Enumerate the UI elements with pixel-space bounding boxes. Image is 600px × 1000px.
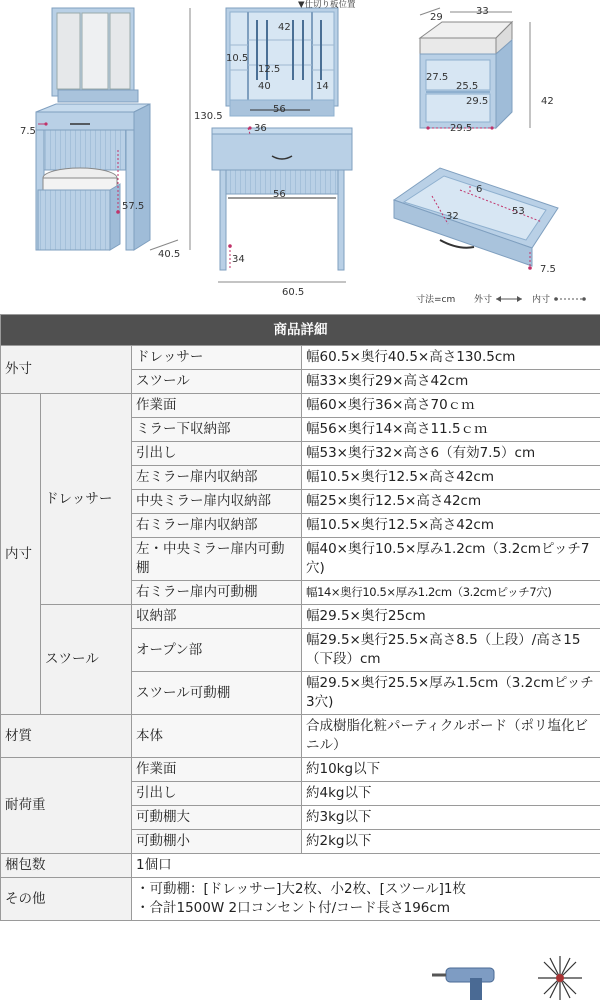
footer-icons (0, 948, 600, 1000)
inner-size-label: 内寸 (1, 394, 41, 715)
dresser-front-illustration (212, 8, 352, 282)
row-item: 左ミラー扉内収納部 (132, 466, 302, 490)
row-value: 幅33×奥行29×高さ42cm (302, 370, 600, 394)
dim-36: 36 (254, 123, 267, 134)
dim-33: 33 (476, 6, 489, 17)
row-item: スツール (132, 370, 302, 394)
dim-6: 6 (476, 184, 483, 195)
row-item: ミラー下収納部 (132, 418, 302, 442)
row-item: 中央ミラー扉内収納部 (132, 490, 302, 514)
dresser-perspective-illustration (36, 8, 190, 250)
row-value: 約3kg以下 (302, 806, 600, 830)
row-value: 約2kg以下 (302, 830, 600, 854)
row-item: 右ミラー扉内収納部 (132, 514, 302, 538)
row-item: 可動棚小 (132, 830, 302, 854)
row-value: 幅25×奥行12.5×高さ42cm (302, 490, 600, 514)
row-item: オープン部 (132, 629, 302, 672)
row-value: 合成樹脂化粧パーティクルボード（ポリ塩化ビニル） (302, 715, 600, 758)
row-value: 幅60×奥行36×高さ70ｃｍ (302, 394, 600, 418)
inner-stool-label: スツール (41, 605, 132, 715)
dim-32: 32 (446, 211, 459, 222)
dim-29: 29 (430, 12, 443, 23)
dim-57-5: 57.5 (122, 201, 145, 212)
dim-56b: 56 (273, 189, 286, 200)
dim-25-5: 25.5 (456, 81, 479, 92)
row-item: 左・中央ミラー扉内可動棚 (132, 538, 302, 581)
row-value: 幅29.5×奥行25.5×厚み1.5cm（3.2cmピッチ3穴) (302, 672, 600, 715)
other-value (132, 878, 600, 921)
dim-56a: 56 (273, 104, 286, 115)
drill-icon (432, 968, 494, 1000)
dim-29-5b: 29.5 (450, 123, 473, 134)
outer-size-label: 外寸 (1, 346, 132, 394)
dim-42-stool: 42 (541, 96, 554, 107)
row-value: 幅29.5×奥行25.5×高さ8.5（上段）/高さ15（下段）cm (302, 629, 600, 672)
row-item: 引出し (132, 442, 302, 466)
material-label: 材質 (1, 715, 132, 758)
dim-14: 14 (316, 81, 329, 92)
row-item: 可動棚大 (132, 806, 302, 830)
row-value: 幅10.5×奥行12.5×高さ42cm (302, 466, 600, 490)
package-value: 1個口 (132, 854, 600, 878)
row-item: 本体 (132, 715, 302, 758)
dim-34: 34 (232, 254, 245, 265)
row-item: ドレッサー (132, 346, 302, 370)
outer-legend: 外寸 (474, 295, 493, 305)
dim-10-5: 10.5 (226, 53, 249, 64)
other-label: その他 (1, 878, 132, 921)
table-title: 商品詳細 (1, 315, 600, 346)
inner-dresser-label: ドレッサー (41, 394, 132, 605)
dim-7-5a: 7.5 (20, 126, 36, 137)
stool-illustration (420, 8, 530, 130)
row-item: 右ミラー扉内可動棚 (132, 581, 302, 605)
load-label: 耐荷重 (1, 758, 132, 854)
dim-42: 42 (278, 22, 291, 33)
dim-60-5: 60.5 (282, 287, 305, 298)
product-dimension-diagram (0, 0, 600, 312)
row-value: 幅53×奥行32×高さ6（有効7.5）cm (302, 442, 600, 466)
dim-40: 40 (258, 81, 271, 92)
row-value: 幅10.5×奥行12.5×高さ42cm (302, 514, 600, 538)
package-label: 梱包数 (1, 854, 132, 878)
row-value: 幅56×奥行14×高さ11.5ｃｍ (302, 418, 600, 442)
dim-53: 53 (512, 206, 525, 217)
other-line: ・可動棚：[ドレッサー]大2枚、小2枚、[スツール]1枚 (136, 881, 466, 897)
row-value: 幅29.5×奥行25cm (302, 605, 600, 629)
row-value: 幅14×奥行10.5×厚み1.2cm（3.2cmピッチ7穴) (302, 581, 600, 605)
dim-27-5: 27.5 (426, 72, 449, 83)
other-line: ・合計1500W 2口コンセント付/コード長さ196cm (136, 900, 450, 916)
shelf-position-note: ▼仕切り板位置 (298, 0, 356, 10)
burst-icon (538, 956, 582, 1000)
dim-12-5: 12.5 (258, 64, 281, 75)
row-item: 収納部 (132, 605, 302, 629)
row-value: 約10kg以下 (302, 758, 600, 782)
row-item: スツール可動棚 (132, 672, 302, 715)
row-item: 作業面 (132, 394, 302, 418)
row-value: 幅40×奥行10.5×厚み1.2cm（3.2cmピッチ7穴) (302, 538, 600, 581)
row-item: 作業面 (132, 758, 302, 782)
unit-legend: 寸法=cm (416, 295, 456, 305)
dim-29-5a: 29.5 (466, 96, 489, 107)
dim-7-5b: 7.5 (540, 264, 556, 275)
product-detail-table (0, 314, 600, 921)
dim-130-5: 130.5 (194, 111, 223, 122)
inner-legend: 内寸 (532, 295, 551, 305)
row-item: 引出し (132, 782, 302, 806)
dim-40-5: 40.5 (158, 249, 181, 260)
row-value: 幅60.5×奥行40.5×高さ130.5cm (302, 346, 600, 370)
row-value: 約4kg以下 (302, 782, 600, 806)
